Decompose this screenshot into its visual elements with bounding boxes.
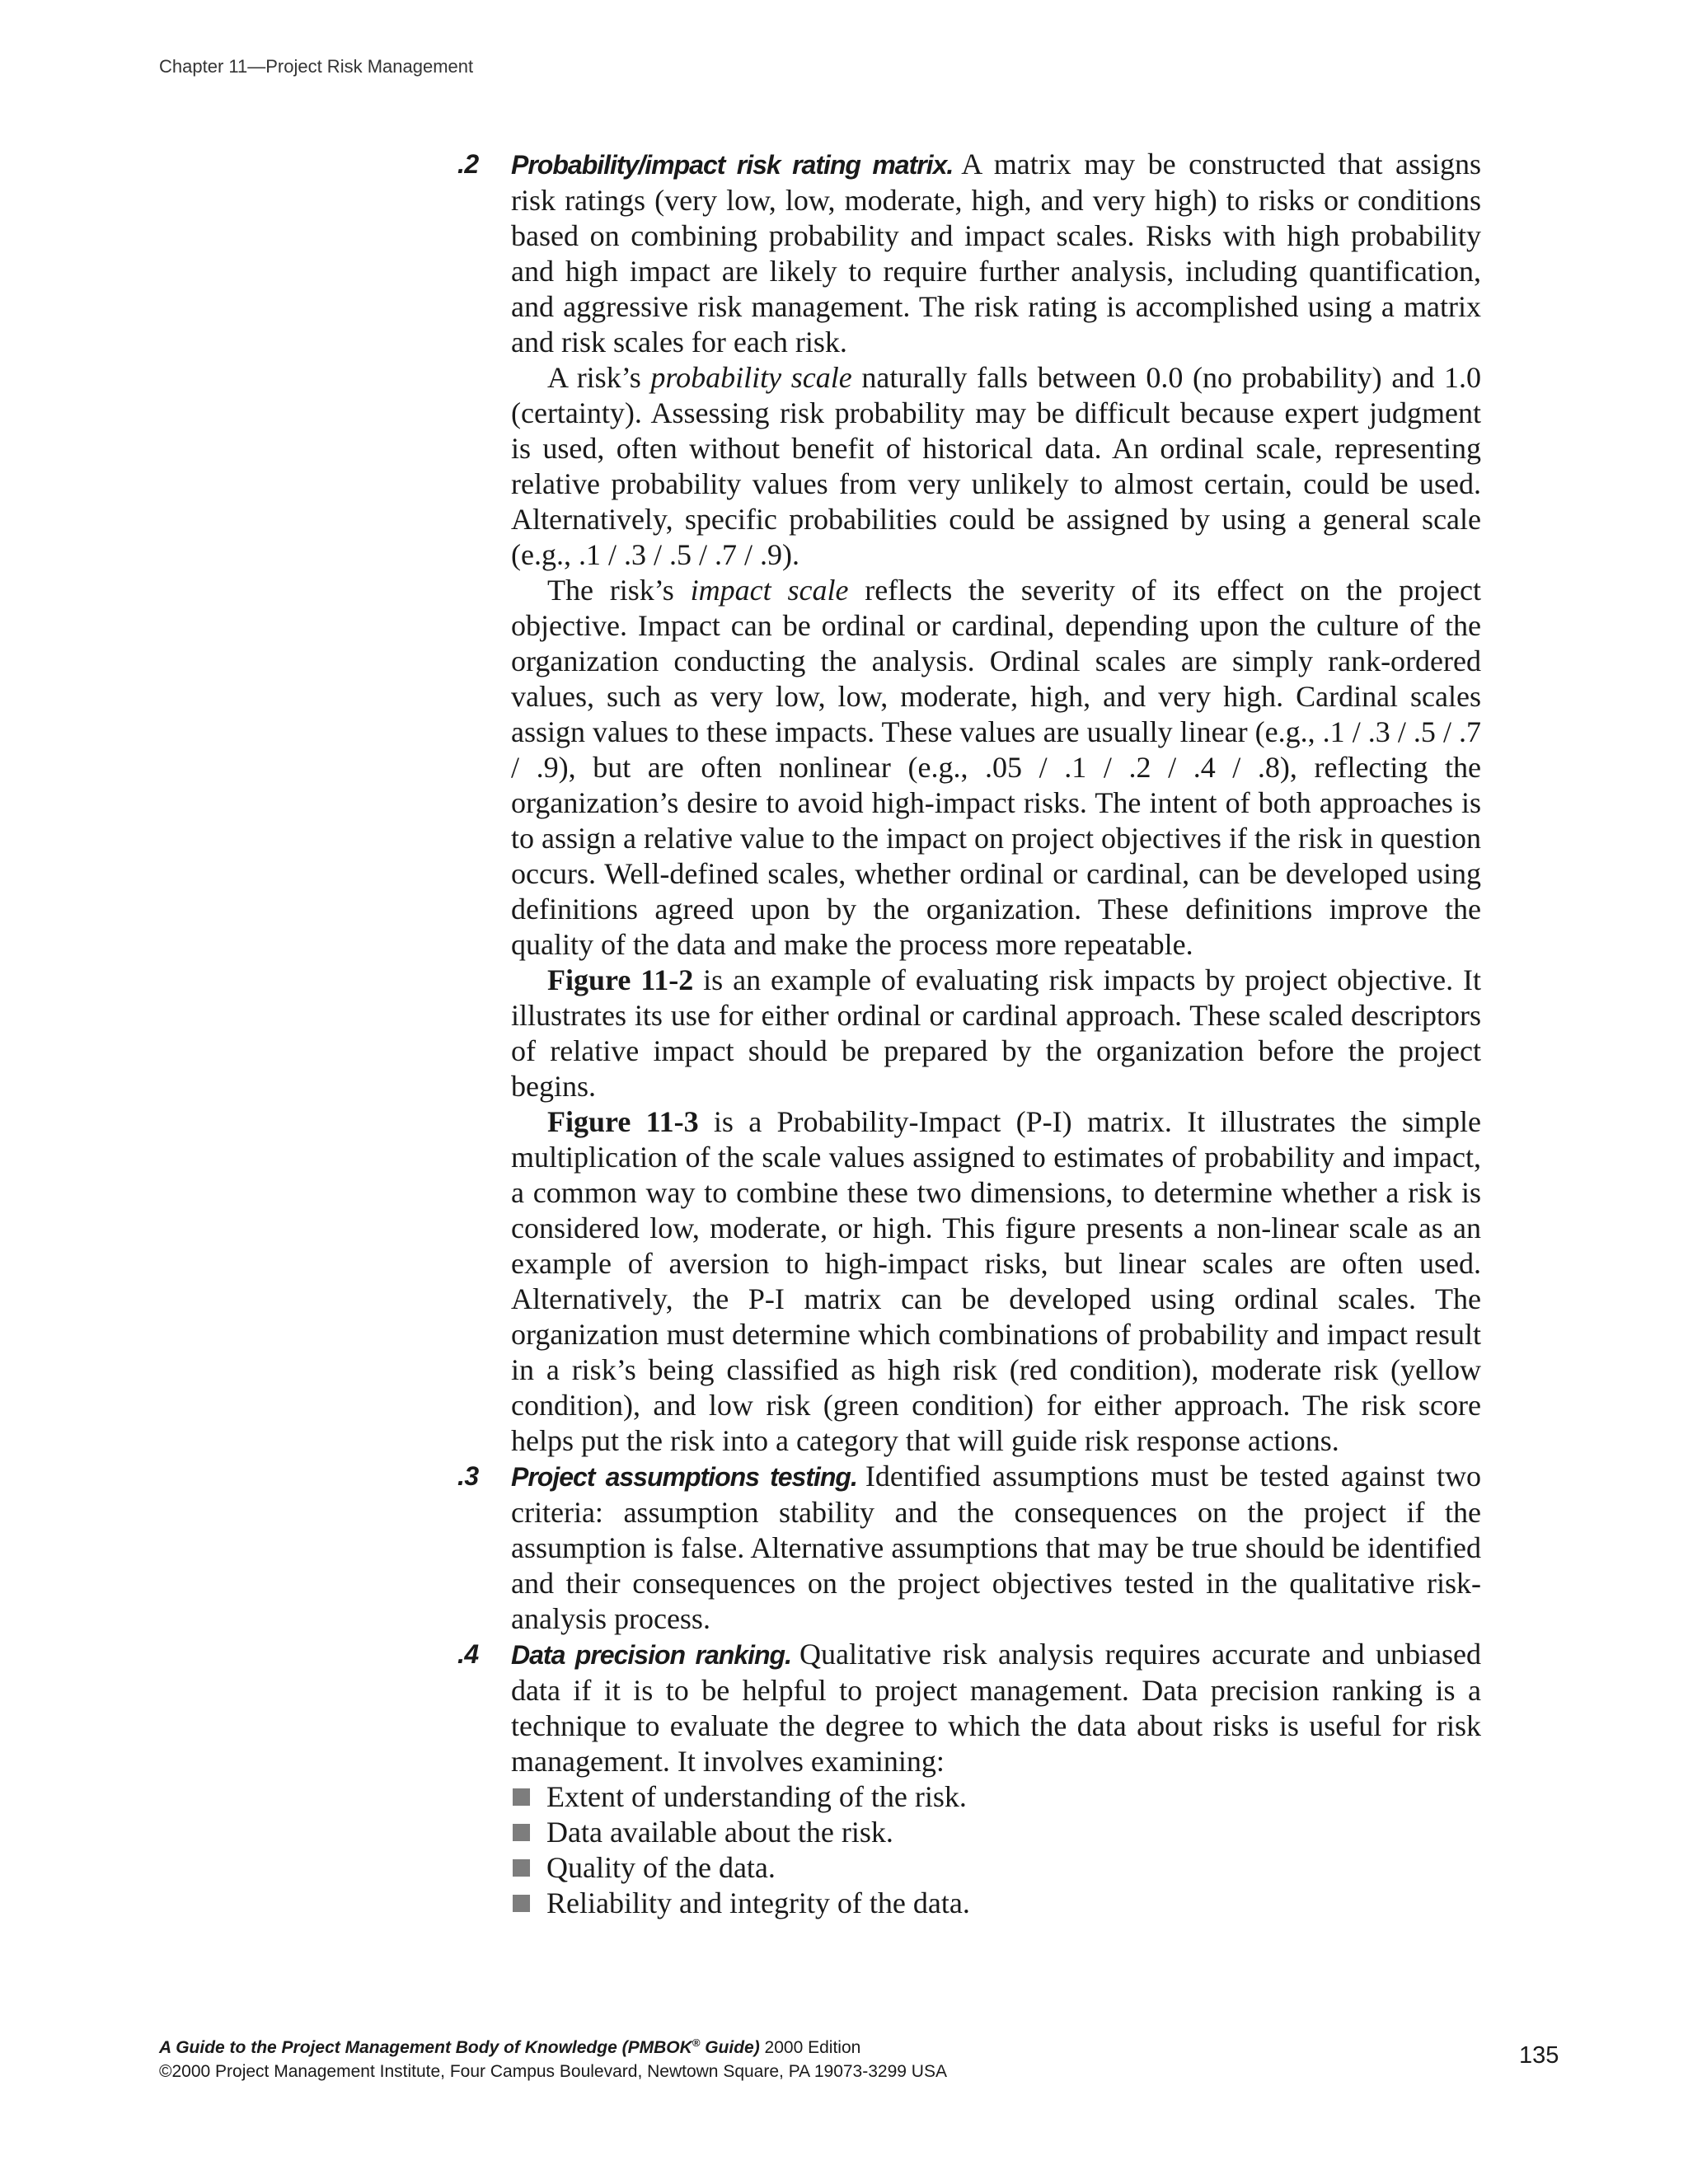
running-head: Chapter 11—Project Risk Management bbox=[159, 56, 474, 77]
item-data-precision-ranking bbox=[457, 1637, 1481, 1921]
examination-list bbox=[511, 1779, 1481, 1921]
footer-book-line bbox=[159, 2031, 947, 2060]
term-probability-scale: probability scale bbox=[650, 361, 852, 394]
item-title: Data precision ranking. bbox=[511, 1640, 791, 1670]
footer-edition: 2000 Edition bbox=[759, 2038, 861, 2057]
item-title: Project assumptions testing. bbox=[511, 1462, 857, 1492]
probability-scale-paragraph bbox=[511, 360, 1481, 573]
text-run: is a Probability-Impact (P-I) matrix. It illustrates the simple multiplication of the scale values assigned to estimates of probability and impact, a common way to combine these two dimensions, to determine whether a risk is considered low, moderate, or high. This figure presents a non-linear scale as an example of aversion to high-impact risks, but linear scales are often used. Alternatively, the P-I matrix can be developed using ordinal scales. The organization must determine which combinations of probability and impact result in a risk’s being classified as high risk (red condition), moderate risk (yellow condition), and low risk (green condition) for either approach. The risk score helps put the risk into a category that will guide risk response actions. bbox=[511, 1105, 1481, 1457]
page-footer bbox=[159, 2031, 947, 2083]
registered-mark: ® bbox=[692, 2036, 701, 2049]
list-item bbox=[511, 1815, 1481, 1850]
item-lead-paragraph bbox=[511, 1459, 1481, 1637]
figure-11-2-reference: Figure 11-2 bbox=[547, 963, 694, 996]
text-run: Guide) bbox=[700, 2038, 760, 2057]
item-number: .2 bbox=[457, 149, 479, 179]
text-run: is an example of evaluating risk impacts by project objective. It illustrates its use for either ordinal or cardinal approach. These scaled descriptors of relative impact should be prepared by the organization before the project begins. bbox=[511, 963, 1482, 1103]
figure-11-3-reference: Figure 11-3 bbox=[547, 1105, 699, 1138]
item-lead-text: Qualitative risk analysis requires accurate and unbiased data if it is to be helpful to project management. Data precision ranking is a technique to evaluate the degree to which the data about risks is useful for risk management. It involves examining: bbox=[511, 1638, 1481, 1778]
page-number: 135 bbox=[1519, 2042, 1559, 2069]
item-title: Probability/impact risk rating matrix. bbox=[511, 150, 954, 180]
item-lead-paragraph bbox=[511, 1637, 1481, 1779]
item-number: .4 bbox=[457, 1639, 479, 1669]
item-probability-impact-matrix bbox=[457, 147, 1482, 1459]
square-bullet-icon bbox=[513, 1859, 530, 1877]
main-content bbox=[457, 147, 1482, 1921]
list-item bbox=[511, 1886, 1481, 1921]
figure-11-3-paragraph bbox=[511, 1104, 1481, 1459]
figure-11-2-paragraph bbox=[511, 963, 1481, 1104]
square-bullet-icon bbox=[513, 1824, 530, 1841]
item-project-assumptions-testing bbox=[457, 1459, 1481, 1637]
item-lead-text: A matrix may be constructed that assigns risk ratings (very low, low, moderate, high, and very high) to risks or conditions based on combining probability and impact scales. Risks with high probability and high impact are likely to require further analysis, including quantification, and aggressive risk management. The risk rating is accomplished using a matrix and risk scales for each risk. bbox=[511, 148, 1482, 359]
list-item bbox=[511, 1850, 1481, 1886]
text-run: A risk’s bbox=[547, 361, 651, 394]
list-item-text: Reliability and integrity of the data. bbox=[546, 1886, 970, 1919]
text-run: reflects the severity of its effect on the project objective. Impact can be ordinal or cardinal, depending upon the culture of the organization conducting the analysis. Ordinal scales are simply rank-ordered values, such as very low, low, moderate, high, and very high. Cardinal scales assign values to these impacts. These values are usually linear (e.g., .1 / .3 / .5 / .7 / .9), but are often nonlinear (e.g., .05 / .1 / .2 / .4 / .8), reflecting the organization’s desire to avoid high-impact risks. The intent of both approaches is to assign a relative value to the impact on project objectives if the risk in question occurs. Well-defined scales, whether ordinal or cardinal, can be developed using definitions agreed upon by the organization. These definitions improve the quality of the data and make the process more repeatable. bbox=[511, 574, 1482, 961]
footer-book-title bbox=[159, 2038, 760, 2057]
square-bullet-icon bbox=[513, 1895, 530, 1912]
item-number: .3 bbox=[457, 1461, 479, 1491]
text-run: naturally falls between 0.0 (no probability) and 1.0 (certainty). Assessing risk probability may be difficult because expert judgment is used, often without benefit of historical data. An ordinal scale, representing relative probability values from very unlikely to almost certain, could be used. Alternatively, specific probabilities could be assigned by using a general scale (e.g., .1 / .3 / .5 / .7 / .9). bbox=[511, 361, 1482, 571]
square-bullet-icon bbox=[513, 1788, 530, 1806]
impact-scale-paragraph bbox=[511, 573, 1481, 963]
list-item bbox=[511, 1779, 1481, 1815]
list-item-text: Quality of the data. bbox=[546, 1851, 776, 1884]
text-run: A Guide to the Project Management Body of Knowledge (PMBOK bbox=[159, 2038, 692, 2057]
item-lead-text: Identified assumptions must be tested against two criteria: assumption stability and the consequences on the project if the assumption is false. Alternative assumptions that may be true should be identified and their consequences on the project objectives tested in the qualitative risk-analysis process. bbox=[511, 1460, 1481, 1635]
term-impact-scale: impact scale bbox=[690, 574, 849, 607]
item-lead-paragraph bbox=[511, 147, 1481, 360]
footer-copyright: ©2000 Project Management Institute, Four Campus Boulevard, Newtown Square, PA 19073-3299 USA bbox=[159, 2062, 947, 2081]
list-item-text: Data available about the risk. bbox=[546, 1816, 893, 1849]
text-run: The risk’s bbox=[547, 574, 691, 607]
list-item-text: Extent of understanding of the risk. bbox=[546, 1780, 967, 1813]
